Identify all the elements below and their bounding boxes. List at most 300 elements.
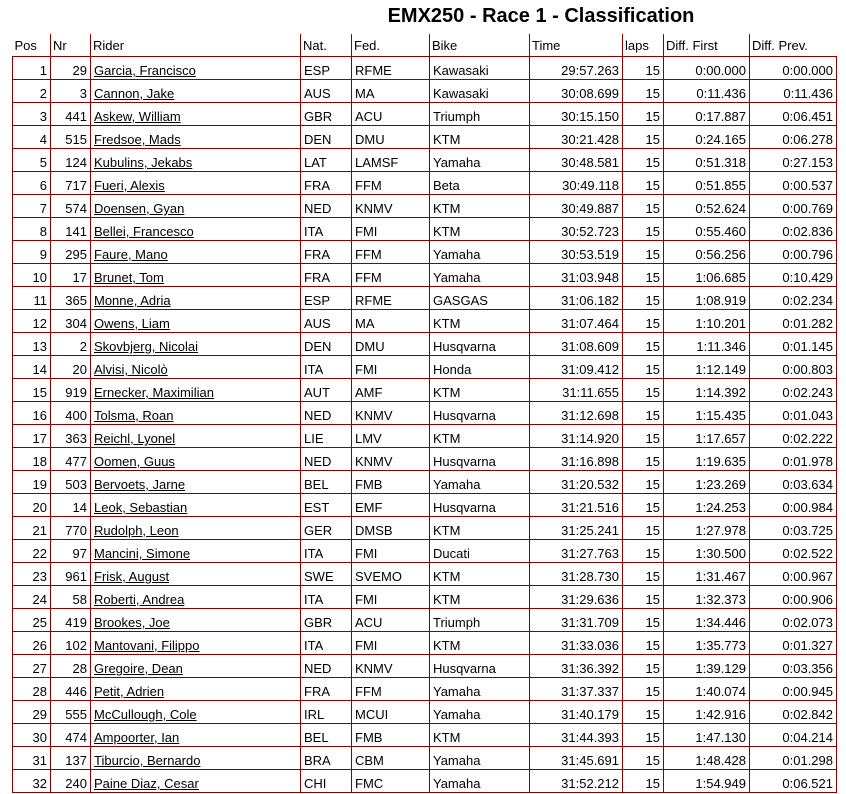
table-row: [13, 80, 837, 103]
cell-laps: 15: [623, 655, 664, 678]
cell-fed: MCUI: [352, 701, 430, 724]
rider-link[interactable]: Frisk, August: [94, 569, 170, 584]
cell-time: 31:31.709: [530, 609, 623, 632]
cell-nat: BEL: [301, 724, 352, 747]
cell-fed: FMC: [352, 770, 430, 793]
cell-time: 30:21.428: [530, 126, 623, 149]
table-row: [13, 241, 837, 264]
table-row: [13, 172, 837, 195]
cell-diff-first: 0:24.165: [664, 126, 750, 149]
rider-link[interactable]: Tiburcio, Bernardo: [94, 753, 201, 768]
cell-rider: [91, 356, 301, 379]
cell-rider: [91, 517, 301, 540]
cell-time: 31:11.655: [530, 379, 623, 402]
rider-link[interactable]: Fueri, Alexis: [94, 178, 165, 193]
cell-bike: Yamaha: [430, 241, 530, 264]
cell-nr: 304: [51, 310, 91, 333]
cell-nat: FRA: [301, 241, 352, 264]
cell-nr: 97: [51, 540, 91, 563]
cell-nr: 3: [51, 80, 91, 103]
cell-time: 31:06.182: [530, 287, 623, 310]
cell-nr: 28: [51, 655, 91, 678]
cell-rider: [91, 195, 301, 218]
cell-time: 31:03.948: [530, 264, 623, 287]
table-row: [13, 425, 837, 448]
cell-laps: 15: [623, 425, 664, 448]
cell-diff-first: 1:32.373: [664, 586, 750, 609]
cell-time: 31:20.532: [530, 471, 623, 494]
table-row: [13, 655, 837, 678]
cell-bike: Kawasaki: [430, 80, 530, 103]
cell-nat: NED: [301, 655, 352, 678]
rider-link[interactable]: Brunet, Tom: [94, 270, 164, 285]
cell-fed: MA: [352, 310, 430, 333]
cell-nr: 137: [51, 747, 91, 770]
cell-diff-prev: 0:00.967: [750, 563, 837, 586]
cell-bike: KTM: [430, 563, 530, 586]
cell-nr: 29: [51, 57, 91, 80]
table-row: [13, 678, 837, 701]
cell-laps: 15: [623, 287, 664, 310]
cell-bike: Yamaha: [430, 770, 530, 793]
cell-rider: [91, 172, 301, 195]
cell-diff-first: 1:47.130: [664, 724, 750, 747]
cell-bike: KTM: [430, 310, 530, 333]
col-header-nat: Nat.: [301, 34, 352, 57]
cell-rider: [91, 264, 301, 287]
cell-rider: [91, 724, 301, 747]
table-row: [13, 471, 837, 494]
cell-rider: [91, 747, 301, 770]
cell-laps: 15: [623, 149, 664, 172]
cell-nr: 124: [51, 149, 91, 172]
cell-fed: LAMSF: [352, 149, 430, 172]
cell-nat: NED: [301, 195, 352, 218]
rider-link[interactable]: Bellei, Francesco: [94, 224, 194, 239]
cell-nat: AUS: [301, 310, 352, 333]
table-row: [13, 494, 837, 517]
cell-pos: 20: [13, 494, 51, 517]
rider-link[interactable]: Cannon, Jake: [94, 86, 175, 101]
cell-pos: 10: [13, 264, 51, 287]
cell-laps: 15: [623, 57, 664, 80]
cell-fed: FMI: [352, 586, 430, 609]
cell-fed: FMB: [352, 724, 430, 747]
cell-nat: FRA: [301, 678, 352, 701]
cell-diff-prev: 0:00.537: [750, 172, 837, 195]
cell-nat: SWE: [301, 563, 352, 586]
cell-pos: 29: [13, 701, 51, 724]
table-row: [13, 57, 837, 80]
cell-pos: 3: [13, 103, 51, 126]
cell-fed: SVEMO: [352, 563, 430, 586]
cell-rider: [91, 678, 301, 701]
cell-nat: GER: [301, 517, 352, 540]
cell-nat: FRA: [301, 264, 352, 287]
cell-nat: IRL: [301, 701, 352, 724]
cell-diff-first: 1:48.428: [664, 747, 750, 770]
cell-nat: ITA: [301, 540, 352, 563]
cell-fed: RFME: [352, 57, 430, 80]
cell-pos: 6: [13, 172, 51, 195]
cell-pos: 9: [13, 241, 51, 264]
table-row: [13, 333, 837, 356]
table-row: [13, 126, 837, 149]
rider-link[interactable]: Brookes, Joe: [94, 615, 170, 630]
col-header-rider: Rider: [91, 34, 301, 57]
rider-link[interactable]: Ampoorter, Ian: [94, 730, 180, 745]
cell-pos: 12: [13, 310, 51, 333]
cell-time: 31:28.730: [530, 563, 623, 586]
cell-fed: FFM: [352, 678, 430, 701]
cell-rider: [91, 310, 301, 333]
table-row: [13, 540, 837, 563]
table-row: [13, 356, 837, 379]
cell-laps: 15: [623, 632, 664, 655]
cell-diff-first: 1:39.129: [664, 655, 750, 678]
cell-pos: 24: [13, 586, 51, 609]
cell-diff-first: 1:54.949: [664, 770, 750, 793]
cell-diff-prev: 0:27.153: [750, 149, 837, 172]
cell-pos: 31: [13, 747, 51, 770]
cell-fed: KNMV: [352, 195, 430, 218]
col-header-diff-prev: Diff. Prev.: [750, 34, 837, 57]
rider-link[interactable]: Doensen, Gyan: [94, 201, 185, 216]
cell-time: 31:29.636: [530, 586, 623, 609]
cell-diff-first: 1:14.392: [664, 379, 750, 402]
cell-bike: KTM: [430, 632, 530, 655]
cell-bike: KTM: [430, 586, 530, 609]
rider-link[interactable]: Mancini, Simone: [94, 546, 191, 561]
cell-rider: [91, 103, 301, 126]
cell-diff-prev: 0:03.356: [750, 655, 837, 678]
cell-rider: [91, 57, 301, 80]
cell-bike: Ducati: [430, 540, 530, 563]
cell-fed: FFM: [352, 172, 430, 195]
cell-diff-prev: 0:06.521: [750, 770, 837, 793]
table-row: [13, 517, 837, 540]
cell-diff-first: 0:51.318: [664, 149, 750, 172]
cell-fed: KNMV: [352, 655, 430, 678]
cell-laps: 15: [623, 333, 664, 356]
cell-diff-first: 1:06.685: [664, 264, 750, 287]
rider-link[interactable]: Owens, Liam: [94, 316, 170, 331]
cell-diff-prev: 0:02.842: [750, 701, 837, 724]
cell-time: 30:49.887: [530, 195, 623, 218]
cell-pos: 5: [13, 149, 51, 172]
cell-bike: KTM: [430, 126, 530, 149]
header-row: [13, 34, 837, 57]
cell-diff-prev: 0:00.803: [750, 356, 837, 379]
cell-time: 31:45.691: [530, 747, 623, 770]
cell-diff-prev: 0:02.836: [750, 218, 837, 241]
rider-link[interactable]: Monne, Adria: [94, 293, 171, 308]
cell-time: 30:52.723: [530, 218, 623, 241]
cell-nr: 58: [51, 586, 91, 609]
cell-nr: 770: [51, 517, 91, 540]
cell-nat: DEN: [301, 333, 352, 356]
cell-nr: 363: [51, 425, 91, 448]
cell-bike: Beta: [430, 172, 530, 195]
cell-pos: 25: [13, 609, 51, 632]
table-row: [13, 747, 837, 770]
cell-rider: [91, 333, 301, 356]
table-row: [13, 609, 837, 632]
cell-rider: [91, 80, 301, 103]
cell-time: 31:09.412: [530, 356, 623, 379]
cell-fed: FFM: [352, 264, 430, 287]
cell-fed: FMI: [352, 356, 430, 379]
cell-diff-first: 0:52.624: [664, 195, 750, 218]
rider-link[interactable]: Roberti, Andrea: [94, 592, 185, 607]
cell-rider: [91, 563, 301, 586]
rider-link[interactable]: Leok, Sebastian: [94, 500, 188, 515]
cell-diff-first: 1:27.978: [664, 517, 750, 540]
cell-nr: 717: [51, 172, 91, 195]
cell-laps: 15: [623, 195, 664, 218]
cell-rider: [91, 379, 301, 402]
table-row: [13, 149, 837, 172]
cell-nat: DEN: [301, 126, 352, 149]
cell-nat: ESP: [301, 287, 352, 310]
cell-rider: [91, 586, 301, 609]
cell-pos: 13: [13, 333, 51, 356]
cell-nat: NED: [301, 448, 352, 471]
cell-laps: 15: [623, 172, 664, 195]
cell-nr: 240: [51, 770, 91, 793]
rider-link[interactable]: Kubulins, Jekabs: [94, 155, 193, 170]
cell-nr: 400: [51, 402, 91, 425]
cell-fed: MA: [352, 80, 430, 103]
cell-diff-prev: 0:02.243: [750, 379, 837, 402]
cell-rider: [91, 425, 301, 448]
col-header-pos: Pos: [13, 34, 51, 57]
rider-link[interactable]: Garcia, Francisco: [94, 63, 196, 78]
cell-bike: Yamaha: [430, 678, 530, 701]
cell-laps: 15: [623, 80, 664, 103]
cell-nat: ESP: [301, 57, 352, 80]
cell-fed: FMI: [352, 632, 430, 655]
cell-nr: 141: [51, 218, 91, 241]
cell-rider: [91, 770, 301, 793]
rider-link[interactable]: Petit, Adrien: [94, 684, 165, 699]
rider-link[interactable]: Reichl, Lyonel: [94, 431, 176, 446]
cell-laps: 15: [623, 747, 664, 770]
cell-diff-prev: 0:04.214: [750, 724, 837, 747]
cell-bike: Triumph: [430, 103, 530, 126]
cell-nat: AUS: [301, 80, 352, 103]
cell-laps: 15: [623, 563, 664, 586]
cell-diff-first: 1:30.500: [664, 540, 750, 563]
cell-fed: FMB: [352, 471, 430, 494]
cell-laps: 15: [623, 264, 664, 287]
cell-bike: Husqvarna: [430, 448, 530, 471]
cell-nr: 919: [51, 379, 91, 402]
cell-pos: 32: [13, 770, 51, 793]
cell-diff-first: 0:17.887: [664, 103, 750, 126]
cell-diff-prev: 0:02.234: [750, 287, 837, 310]
cell-laps: 15: [623, 126, 664, 149]
cell-rider: [91, 655, 301, 678]
cell-diff-first: 1:23.269: [664, 471, 750, 494]
cell-laps: 15: [623, 770, 664, 793]
cell-pos: 7: [13, 195, 51, 218]
rider-link[interactable]: Paine Diaz, Cesar: [94, 776, 199, 791]
cell-rider: [91, 126, 301, 149]
table-row: [13, 770, 837, 793]
cell-pos: 1: [13, 57, 51, 80]
cell-nr: 555: [51, 701, 91, 724]
cell-fed: DMSB: [352, 517, 430, 540]
cell-time: 29:57.263: [530, 57, 623, 80]
rider-link[interactable]: Askew, William: [94, 109, 181, 124]
rider-link[interactable]: Bervoets, Jarne: [94, 477, 186, 492]
cell-nat: GBR: [301, 103, 352, 126]
cell-pos: 30: [13, 724, 51, 747]
cell-nr: 574: [51, 195, 91, 218]
cell-diff-first: 1:15.435: [664, 402, 750, 425]
cell-bike: Husqvarna: [430, 402, 530, 425]
cell-nat: FRA: [301, 172, 352, 195]
cell-fed: CBM: [352, 747, 430, 770]
cell-diff-first: 1:35.773: [664, 632, 750, 655]
cell-diff-prev: 0:02.522: [750, 540, 837, 563]
cell-nr: 17: [51, 264, 91, 287]
cell-bike: Yamaha: [430, 747, 530, 770]
cell-pos: 8: [13, 218, 51, 241]
cell-bike: GASGAS: [430, 287, 530, 310]
cell-laps: 15: [623, 701, 664, 724]
cell-pos: 23: [13, 563, 51, 586]
cell-time: 31:25.241: [530, 517, 623, 540]
cell-pos: 15: [13, 379, 51, 402]
cell-time: 30:53.519: [530, 241, 623, 264]
cell-fed: FMI: [352, 218, 430, 241]
cell-diff-first: 1:31.467: [664, 563, 750, 586]
cell-fed: EMF: [352, 494, 430, 517]
cell-pos: 17: [13, 425, 51, 448]
rider-link[interactable]: Alvisi, Nicolò: [94, 362, 168, 377]
cell-pos: 16: [13, 402, 51, 425]
cell-diff-prev: 0:00.984: [750, 494, 837, 517]
table-row: [13, 724, 837, 747]
cell-pos: 18: [13, 448, 51, 471]
table-row: [13, 632, 837, 655]
cell-diff-prev: 0:06.278: [750, 126, 837, 149]
table-row: [13, 264, 837, 287]
cell-fed: AMF: [352, 379, 430, 402]
cell-time: 31:44.393: [530, 724, 623, 747]
cell-rider: [91, 287, 301, 310]
table-row: [13, 586, 837, 609]
cell-diff-prev: 0:01.282: [750, 310, 837, 333]
cell-diff-first: 1:19.635: [664, 448, 750, 471]
cell-laps: 15: [623, 540, 664, 563]
table-row: [13, 563, 837, 586]
rider-link[interactable]: Fredsoe, Mads: [94, 132, 181, 147]
cell-fed: FMI: [352, 540, 430, 563]
cell-diff-first: 1:11.346: [664, 333, 750, 356]
rider-link[interactable]: Rudolph, Leon: [94, 523, 179, 538]
cell-diff-prev: 0:02.073: [750, 609, 837, 632]
rider-link[interactable]: Oomen, Guus: [94, 454, 175, 469]
cell-laps: 15: [623, 402, 664, 425]
cell-bike: Husqvarna: [430, 494, 530, 517]
rider-link[interactable]: Mantovani, Filippo: [94, 638, 200, 653]
cell-laps: 15: [623, 471, 664, 494]
cell-pos: 28: [13, 678, 51, 701]
cell-bike: Husqvarna: [430, 655, 530, 678]
classification-rows: [13, 57, 837, 793]
cell-rider: [91, 241, 301, 264]
rider-link[interactable]: Gregoire, Dean: [94, 661, 183, 676]
cell-laps: 15: [623, 586, 664, 609]
cell-rider: [91, 448, 301, 471]
cell-rider: [91, 402, 301, 425]
cell-laps: 15: [623, 310, 664, 333]
cell-diff-prev: 0:06.451: [750, 103, 837, 126]
cell-nat: LIE: [301, 425, 352, 448]
cell-diff-prev: 0:01.327: [750, 632, 837, 655]
cell-pos: 2: [13, 80, 51, 103]
cell-diff-first: 0:56.256: [664, 241, 750, 264]
cell-diff-prev: 0:01.298: [750, 747, 837, 770]
cell-diff-prev: 0:02.222: [750, 425, 837, 448]
cell-nat: ITA: [301, 356, 352, 379]
cell-nat: LAT: [301, 149, 352, 172]
cell-nr: 961: [51, 563, 91, 586]
cell-nr: 14: [51, 494, 91, 517]
rider-link[interactable]: Skovbjerg, Nicolai: [94, 339, 199, 354]
table-row: [13, 218, 837, 241]
cell-nr: 474: [51, 724, 91, 747]
cell-rider: [91, 701, 301, 724]
cell-laps: 15: [623, 494, 664, 517]
cell-bike: Husqvarna: [430, 333, 530, 356]
cell-nr: 419: [51, 609, 91, 632]
cell-nat: AUT: [301, 379, 352, 402]
cell-laps: 15: [623, 517, 664, 540]
cell-bike: Honda: [430, 356, 530, 379]
cell-diff-first: 1:42.916: [664, 701, 750, 724]
table-row: [13, 310, 837, 333]
rider-link[interactable]: Ernecker, Maximilian: [94, 385, 214, 400]
cell-laps: 15: [623, 724, 664, 747]
cell-bike: KTM: [430, 724, 530, 747]
cell-diff-prev: 0:01.043: [750, 402, 837, 425]
rider-link[interactable]: Faure, Mano: [94, 247, 168, 262]
cell-bike: Yamaha: [430, 149, 530, 172]
cell-pos: 21: [13, 517, 51, 540]
cell-diff-prev: 0:00.000: [750, 57, 837, 80]
cell-diff-first: 0:11.436: [664, 80, 750, 103]
cell-diff-first: 1:12.149: [664, 356, 750, 379]
cell-diff-first: 0:55.460: [664, 218, 750, 241]
cell-pos: 19: [13, 471, 51, 494]
cell-nr: 365: [51, 287, 91, 310]
cell-time: 31:33.036: [530, 632, 623, 655]
cell-bike: Kawasaki: [430, 57, 530, 80]
cell-nat: ITA: [301, 632, 352, 655]
rider-link[interactable]: Tolsma, Roan: [94, 408, 174, 423]
cell-nat: BRA: [301, 747, 352, 770]
cell-fed: ACU: [352, 103, 430, 126]
rider-link[interactable]: McCullough, Cole: [94, 707, 197, 722]
cell-nat: EST: [301, 494, 352, 517]
cell-diff-first: 1:10.201: [664, 310, 750, 333]
cell-time: 31:12.698: [530, 402, 623, 425]
cell-time: 31:37.337: [530, 678, 623, 701]
